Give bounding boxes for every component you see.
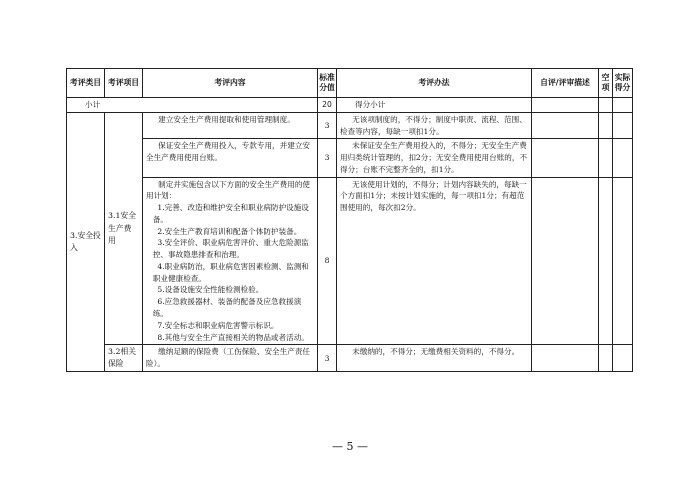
table-row [67, 177, 633, 345]
self-eval-cell [532, 177, 599, 345]
header-empty: 空项 [599, 69, 613, 98]
subtotal-score: 20 [318, 98, 337, 113]
evaluation-table [66, 68, 633, 372]
table-row [67, 139, 633, 177]
self-eval-cell [532, 112, 599, 139]
score-cell: 3 [318, 139, 337, 177]
plan-intro: 制定并实施包含以下方面的安全生产费用的使用计划： [146, 179, 311, 201]
header-content: 考评内容 [143, 69, 318, 98]
content-cell: 保证安全生产费用投入，专款专用，并建立安全生产费用使用台账。 [143, 139, 318, 177]
self-eval-cell [532, 345, 599, 372]
method-cell: 无该项制度的，不得分；制度中职责、流程、范围、检查等内容，每缺一项扣1分。 [337, 112, 532, 139]
page-number: — 5 — [332, 440, 368, 453]
category-cell: 3.安全投入 [67, 112, 105, 372]
method-cell: 未保证安全生产费用投入的，不得分；无安全生产费用归类统计管理的，扣2分；无安全费用使用台账的，不得分；台账不完整齐全的，扣1分。 [337, 139, 532, 177]
empty-cell [599, 139, 613, 177]
subtotal-empty [599, 98, 613, 113]
header-actual: 实际得分 [613, 69, 633, 98]
subtotal-self-eval [532, 98, 599, 113]
header-method: 考评办法 [337, 69, 532, 98]
plan-item: 8.其他与安全生产直接相关的物品或者活动。 [157, 332, 309, 342]
actual-cell [613, 345, 633, 372]
plan-item: 1.完善、改造和维护安全和职业病防护设施设备。 [152, 203, 309, 224]
project-cell: 3.2相关保险 [105, 345, 143, 372]
plan-item: 2.安全生产教育培训和配备个体防护装备。 [157, 226, 302, 236]
header-category: 考评类目 [67, 69, 105, 98]
content-cell [143, 177, 318, 345]
header-project: 考评项目 [105, 69, 143, 98]
project-cell: 3.1安全生产费用 [105, 112, 143, 345]
subtotal-label: 小计 [67, 98, 318, 113]
method-cell: 未缴纳的，不得分；无缴费相关资料的，不得分。 [337, 345, 532, 372]
header-score: 标准分值 [318, 69, 337, 98]
header-row [67, 69, 633, 98]
plan-item: 3.安全评价、职业病危害评价、重大危险源监控、事故隐患排查和治理。 [152, 238, 309, 260]
actual-cell [613, 112, 633, 139]
empty-cell [599, 177, 613, 345]
plan-item: 6.应急救援器材、装备的配备及应急救援演练。 [152, 297, 302, 319]
plan-item: 7.安全标志和职业病危害警示标识。 [157, 320, 279, 330]
table-row [67, 345, 633, 372]
score-cell: 3 [318, 112, 337, 139]
subtotal-method-label: 得分小计 [337, 98, 532, 113]
content-cell: 缴纳足额的保险费（工伤保险、安全生产责任险）。 [143, 345, 318, 372]
empty-cell [599, 112, 613, 139]
content-cell: 建立安全生产费用提取和使用管理制度。 [143, 112, 318, 139]
plan-item: 4.职业病防治，职业病危害因素检测、监测和职业健康检查。 [152, 261, 309, 283]
score-cell: 8 [318, 177, 337, 345]
actual-cell [613, 139, 633, 177]
self-eval-cell [532, 139, 599, 177]
empty-cell [599, 345, 613, 372]
subtotal-row [67, 98, 633, 113]
header-self-eval: 自评/评审描述 [532, 69, 599, 98]
method-cell: 无该使用计划的，不得分；计划内容缺失的，每缺一个方面扣1分；未按计划实施的，每一项扣1分；有超范围使用的，每次扣2分。 [337, 177, 532, 345]
score-cell: 3 [318, 345, 337, 372]
plan-item: 5.设备设施安全性能检测检验。 [157, 285, 264, 295]
actual-cell [613, 177, 633, 345]
subtotal-actual [613, 98, 633, 113]
table-row [67, 112, 633, 139]
